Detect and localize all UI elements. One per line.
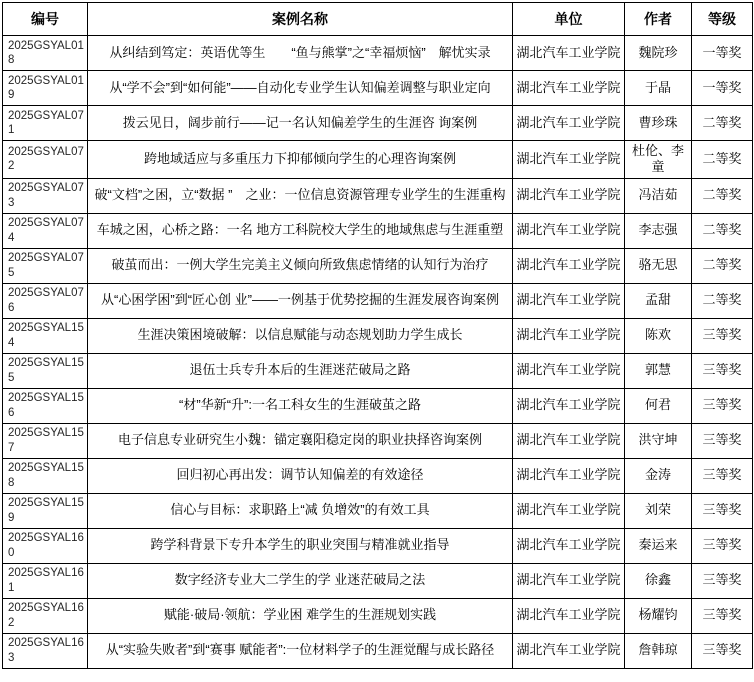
unit-cell: 湖北汽车工业学院 — [513, 213, 625, 248]
unit-cell: 湖北汽车工业学院 — [513, 71, 625, 106]
table-row — [3, 71, 753, 106]
table-header — [3, 3, 753, 36]
case-id-cell: 2025GSYAL071 — [3, 106, 88, 141]
unit-cell: 湖北汽车工业学院 — [513, 178, 625, 213]
author-cell: 詹韩琼 — [625, 633, 692, 668]
table-row — [3, 318, 753, 353]
award-cell: 三等奖 — [692, 353, 753, 388]
award-cell: 三等奖 — [692, 633, 753, 668]
case-name-cell: 回归初心再出发：调节认知偏差的有效途径 — [88, 458, 513, 493]
table-row — [3, 423, 753, 458]
table-row — [3, 353, 753, 388]
unit-cell: 湖北汽车工业学院 — [513, 423, 625, 458]
table-row — [3, 528, 753, 563]
case-name-cell: 车城之困，心桥之路：一名 地方工科院校大学生的地域焦虑与生涯重塑 — [88, 213, 513, 248]
case-id-cell: 2025GSYAL159 — [3, 493, 88, 528]
case-name-cell: 赋能·破局·领航：学业困 难学生的生涯规划实践 — [88, 598, 513, 633]
unit-cell: 湖北汽车工业学院 — [513, 106, 625, 141]
award-cell: 二等奖 — [692, 213, 753, 248]
case-name-cell: 退伍士兵专升本后的生涯迷茫破局之路 — [88, 353, 513, 388]
unit-cell: 湖北汽车工业学院 — [513, 248, 625, 283]
table-row — [3, 563, 753, 598]
col-header-case-name: 案例名称 — [88, 3, 513, 36]
unit-cell: 湖北汽车工业学院 — [513, 353, 625, 388]
unit-cell: 湖北汽车工业学院 — [513, 318, 625, 353]
author-cell: 何君 — [625, 388, 692, 423]
award-cell: 三等奖 — [692, 388, 753, 423]
table-row — [3, 141, 753, 179]
case-id-cell: 2025GSYAL074 — [3, 213, 88, 248]
case-id-cell: 2025GSYAL075 — [3, 248, 88, 283]
table-row — [3, 493, 753, 528]
case-id-cell: 2025GSYAL072 — [3, 141, 88, 179]
case-id-cell: 2025GSYAL154 — [3, 318, 88, 353]
case-name-cell: 数字经济专业大二学生的学 业迷茫破局之法 — [88, 563, 513, 598]
award-cell: 二等奖 — [692, 283, 753, 318]
award-cell: 三等奖 — [692, 598, 753, 633]
case-id-cell: 2025GSYAL161 — [3, 563, 88, 598]
case-id-cell: 2025GSYAL018 — [3, 36, 88, 71]
table-row — [3, 458, 753, 493]
award-cell: 三等奖 — [692, 423, 753, 458]
case-name-cell: 电子信息专业研究生小魏：锚定襄阳稳定岗的职业抉择咨询案例 — [88, 423, 513, 458]
case-id-cell: 2025GSYAL073 — [3, 178, 88, 213]
author-cell: 金涛 — [625, 458, 692, 493]
case-id-cell: 2025GSYAL019 — [3, 71, 88, 106]
case-name-cell: 信心与目标：求职路上“减 负增效”的有效工具 — [88, 493, 513, 528]
award-cell: 二等奖 — [692, 106, 753, 141]
case-name-cell: 破“文档”之困，立“数据 ” 之业：一位信息资源管理专业学生的生涯重构 — [88, 178, 513, 213]
award-cell: 一等奖 — [692, 36, 753, 71]
author-cell: 刘荣 — [625, 493, 692, 528]
author-cell: 杜伦、李童 — [625, 141, 692, 179]
table-row — [3, 633, 753, 668]
unit-cell: 湖北汽车工业学院 — [513, 528, 625, 563]
award-cell: 一等奖 — [692, 71, 753, 106]
author-cell: 孟甜 — [625, 283, 692, 318]
award-cell: 二等奖 — [692, 178, 753, 213]
author-cell: 于晶 — [625, 71, 692, 106]
case-id-cell: 2025GSYAL157 — [3, 423, 88, 458]
author-cell: 徐鑫 — [625, 563, 692, 598]
unit-cell: 湖北汽车工业学院 — [513, 36, 625, 71]
case-name-cell: 破茧而出：一例大学生完美主义倾向所致焦虑情绪的认知行为治疗 — [88, 248, 513, 283]
case-id-cell: 2025GSYAL163 — [3, 633, 88, 668]
unit-cell: 湖北汽车工业学院 — [513, 388, 625, 423]
table-body — [3, 36, 753, 669]
table-row — [3, 248, 753, 283]
case-id-cell: 2025GSYAL158 — [3, 458, 88, 493]
award-cell: 二等奖 — [692, 248, 753, 283]
table-row — [3, 598, 753, 633]
awards-table — [2, 2, 753, 669]
case-id-cell: 2025GSYAL155 — [3, 353, 88, 388]
col-header-id: 编号 — [3, 3, 88, 36]
table-row — [3, 388, 753, 423]
case-id-cell: 2025GSYAL076 — [3, 283, 88, 318]
author-cell: 曹珍珠 — [625, 106, 692, 141]
unit-cell: 湖北汽车工业学院 — [513, 598, 625, 633]
col-header-author: 作者 — [625, 3, 692, 36]
col-header-award: 等级 — [692, 3, 753, 36]
author-cell: 秦运来 — [625, 528, 692, 563]
case-name-cell: 跨地域适应与多重压力下抑郁倾向学生的心理咨询案例 — [88, 141, 513, 179]
author-cell: 陈欢 — [625, 318, 692, 353]
author-cell: 李志强 — [625, 213, 692, 248]
table-row — [3, 36, 753, 71]
unit-cell: 湖北汽车工业学院 — [513, 493, 625, 528]
award-cell: 三等奖 — [692, 493, 753, 528]
award-cell: 三等奖 — [692, 458, 753, 493]
author-cell: 郭慧 — [625, 353, 692, 388]
author-cell: 洪守坤 — [625, 423, 692, 458]
case-name-cell: “材”华新“升”:一名工科女生的生涯破茧之路 — [88, 388, 513, 423]
award-cell: 三等奖 — [692, 318, 753, 353]
case-name-cell: 拨云见日，阔步前行——记一名认知偏差学生的生涯咨 询案例 — [88, 106, 513, 141]
unit-cell: 湖北汽车工业学院 — [513, 141, 625, 179]
case-name-cell: 从纠结到笃定：英语优等生 “鱼与熊掌”之“幸福烦恼” 解忧实录 — [88, 36, 513, 71]
case-name-cell: 生涯决策困境破解：以信息赋能与动态规划助力学生成长 — [88, 318, 513, 353]
author-cell: 杨耀钧 — [625, 598, 692, 633]
unit-cell: 湖北汽车工业学院 — [513, 633, 625, 668]
case-id-cell: 2025GSYAL156 — [3, 388, 88, 423]
table-row — [3, 283, 753, 318]
table-row — [3, 213, 753, 248]
header-row — [3, 3, 753, 36]
award-cell: 二等奖 — [692, 141, 753, 179]
author-cell: 魏院珍 — [625, 36, 692, 71]
table-row — [3, 106, 753, 141]
unit-cell: 湖北汽车工业学院 — [513, 563, 625, 598]
author-cell: 冯洁茹 — [625, 178, 692, 213]
case-name-cell: 从“心困学困”到“匠心创 业”——一例基于优势挖掘的生涯发展咨询案例 — [88, 283, 513, 318]
case-name-cell: 从“学不会”到“如何能”——自动化专业学生认知偏差调整与职业定向 — [88, 71, 513, 106]
col-header-unit: 单位 — [513, 3, 625, 36]
case-name-cell: 跨学科背景下专升本学生的职业突围与精准就业指导 — [88, 528, 513, 563]
case-id-cell: 2025GSYAL162 — [3, 598, 88, 633]
unit-cell: 湖北汽车工业学院 — [513, 283, 625, 318]
award-cell: 三等奖 — [692, 563, 753, 598]
case-name-cell: 从“实验失败者”到“赛事 赋能者”:一位材料学子的生涯觉醒与成长路径 — [88, 633, 513, 668]
unit-cell: 湖北汽车工业学院 — [513, 458, 625, 493]
author-cell: 骆无思 — [625, 248, 692, 283]
award-cell: 三等奖 — [692, 528, 753, 563]
case-id-cell: 2025GSYAL160 — [3, 528, 88, 563]
table-row — [3, 178, 753, 213]
